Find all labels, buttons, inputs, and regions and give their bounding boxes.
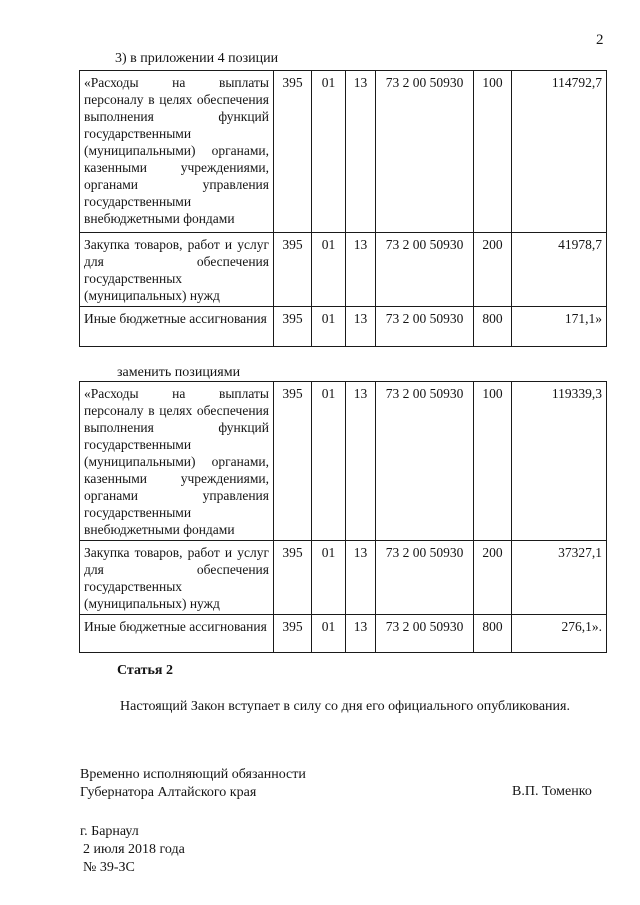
- row-target: 73 2 00 50930: [376, 307, 474, 347]
- table-row: [80, 307, 607, 347]
- signature-name: В.П. Томенко: [512, 784, 592, 799]
- row-amount: 276,1».: [512, 615, 607, 653]
- row-section: 01: [312, 233, 346, 307]
- date: 2 июля 2018 года: [83, 842, 185, 857]
- row-code: 395: [274, 71, 312, 233]
- row-section: 01: [312, 541, 346, 615]
- row-target: 73 2 00 50930: [376, 71, 474, 233]
- row-name: Закупка товаров, работ и услуг для обеспечения государственных (муниципальных) нужд: [80, 233, 274, 307]
- row-name: «Расходы на выплаты персоналу в целях обеспечения выполнения функций государственными (муниципальными) органами, казенными учреждениями, органами управления государственными внебюджетными фондами: [80, 382, 274, 541]
- row-name: Иные бюджетные ассигнования: [80, 307, 274, 347]
- article-heading: Статья 2: [117, 663, 173, 678]
- row-section: 01: [312, 382, 346, 541]
- row-subsection: 13: [346, 307, 376, 347]
- table-row: [80, 382, 607, 541]
- row-name: «Расходы на выплаты персоналу в целях обеспечения выполнения функций государственными (муниципальными) органами, казенными учреждениями, органами управления государственными внебюджетными фондами: [80, 71, 274, 233]
- row-name: Закупка товаров, работ и услуг для обеспечения государственных (муниципальных) нужд: [80, 541, 274, 615]
- table-row: [80, 541, 607, 615]
- row-section: 01: [312, 615, 346, 653]
- budget-table-replacement: [79, 381, 607, 653]
- page-number: 2: [596, 32, 604, 48]
- table-row: [80, 71, 607, 233]
- row-amount: 41978,7: [512, 233, 607, 307]
- row-amount: 37327,1: [512, 541, 607, 615]
- row-target: 73 2 00 50930: [376, 615, 474, 653]
- signature-block: [80, 766, 306, 802]
- row-code: 395: [274, 615, 312, 653]
- article-text: Настоящий Закон вступает в силу со дня его официального опубликования.: [120, 699, 570, 714]
- row-code: 395: [274, 233, 312, 307]
- budget-table-original: [79, 70, 607, 347]
- place-date-block: [80, 823, 185, 877]
- row-target: 73 2 00 50930: [376, 382, 474, 541]
- row-code: 395: [274, 307, 312, 347]
- row-type: 800: [474, 307, 512, 347]
- row-amount: 119339,3: [512, 382, 607, 541]
- row-type: 100: [474, 382, 512, 541]
- row-subsection: 13: [346, 233, 376, 307]
- law-number: № 39-ЗС: [83, 860, 135, 875]
- city: г. Барнаул: [80, 824, 139, 839]
- row-amount: 114792,7: [512, 71, 607, 233]
- table-row: [80, 233, 607, 307]
- section-heading-replace: заменить позициями: [117, 365, 241, 380]
- row-code: 395: [274, 382, 312, 541]
- row-section: 01: [312, 71, 346, 233]
- row-amount: 171,1»: [512, 307, 607, 347]
- row-subsection: 13: [346, 382, 376, 541]
- table-row: [80, 615, 607, 653]
- row-subsection: 13: [346, 615, 376, 653]
- row-target: 73 2 00 50930: [376, 233, 474, 307]
- row-target: 73 2 00 50930: [376, 541, 474, 615]
- row-type: 200: [474, 233, 512, 307]
- row-code: 395: [274, 541, 312, 615]
- row-type: 200: [474, 541, 512, 615]
- section-heading-positions: 3) в приложении 4 позиции: [115, 51, 279, 66]
- row-subsection: 13: [346, 71, 376, 233]
- row-type: 800: [474, 615, 512, 653]
- row-subsection: 13: [346, 541, 376, 615]
- row-section: 01: [312, 307, 346, 347]
- signature-title-line1: Временно исполняющий обязанности: [80, 767, 306, 782]
- signature-title-line2: Губернатора Алтайского края: [80, 785, 257, 800]
- row-type: 100: [474, 71, 512, 233]
- row-name: Иные бюджетные ассигнования: [80, 615, 274, 653]
